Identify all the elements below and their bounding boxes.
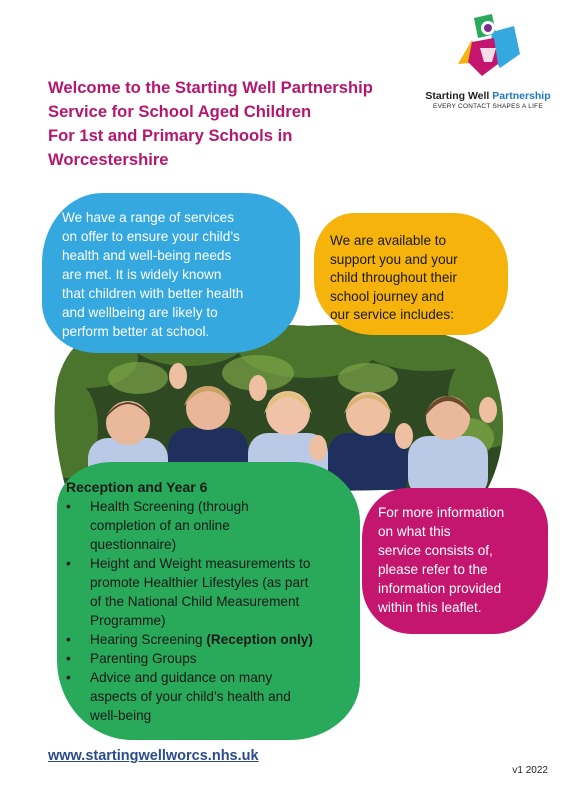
intro-blue-line: perform better at school. bbox=[62, 324, 210, 339]
more-info-line: please refer to the bbox=[378, 562, 488, 577]
services-list-item: • Hearing Screening (Reception only) bbox=[66, 632, 313, 647]
more-info-line: For more information bbox=[378, 505, 505, 520]
bullet-icon: • bbox=[66, 499, 71, 514]
intro-blue-line: We have a range of services bbox=[62, 210, 235, 225]
services-content bbox=[66, 478, 358, 725]
more-info-line: service consists of, bbox=[378, 543, 493, 558]
intro-blue-line: health and well-being needs bbox=[62, 248, 232, 263]
logo-figure-icon bbox=[452, 12, 524, 78]
logo-name-part1: Starting Well bbox=[425, 90, 490, 102]
intro-orange-line: child throughout their bbox=[330, 270, 457, 285]
intro-orange-text bbox=[330, 232, 502, 325]
services-list-item: • Health Screening (through completion of an online questionnaire) bbox=[66, 499, 249, 552]
more-info-line: information provided bbox=[378, 581, 502, 596]
bullet-icon: • bbox=[66, 651, 71, 666]
page-title bbox=[48, 76, 418, 172]
services-list-item: • Advice and guidance on many aspects of your child’s health and well-being bbox=[66, 670, 291, 723]
intro-orange-line: our service includes: bbox=[330, 307, 454, 322]
intro-blue-line: on offer to ensure your child’s bbox=[62, 229, 240, 244]
services-list-item: • Parenting Groups bbox=[66, 651, 197, 666]
bullet-icon: • bbox=[66, 632, 71, 647]
version-label: v1 2022 bbox=[512, 765, 548, 776]
intro-blue-line: are met. It is widely known bbox=[62, 267, 222, 282]
intro-blue-text bbox=[62, 208, 292, 341]
more-info-text bbox=[378, 503, 542, 617]
title-line-4: Worcestershire bbox=[48, 150, 169, 169]
intro-blue-line: that children with better health bbox=[62, 286, 244, 301]
intro-orange-line: support you and your bbox=[330, 251, 458, 267]
intro-orange-line: We are available to bbox=[330, 233, 447, 248]
services-list-item: • Height and Weight measurements to promote Healthier Lifestyles (as part of the National Child Measurement Programme) bbox=[66, 556, 311, 628]
intro-blue-line: and wellbeing are likely to bbox=[62, 305, 218, 320]
more-info-line: within this leaflet. bbox=[378, 600, 482, 615]
bullet-icon: • bbox=[66, 556, 71, 571]
logo-name-part2: Partnership bbox=[492, 90, 551, 102]
services-list bbox=[66, 497, 358, 725]
bullet-icon: • bbox=[66, 670, 71, 685]
starting-well-logo bbox=[420, 12, 556, 110]
intro-orange-line: school journey and bbox=[330, 288, 445, 304]
title-line-1: Welcome to the Starting Well Partnership bbox=[48, 78, 373, 97]
website-link[interactable]: www.startingwellworcs.nhs.uk bbox=[48, 748, 259, 764]
more-info-line: on what this bbox=[378, 524, 451, 539]
title-line-3: For 1st and Primary Schools in bbox=[48, 126, 293, 145]
services-heading: Reception and Year 6 bbox=[66, 479, 208, 495]
logo-name bbox=[420, 90, 556, 102]
title-line-2: Service for School Aged Children bbox=[48, 102, 312, 121]
logo-tagline: EVERY CONTACT SHAPES A LIFE bbox=[433, 103, 543, 110]
